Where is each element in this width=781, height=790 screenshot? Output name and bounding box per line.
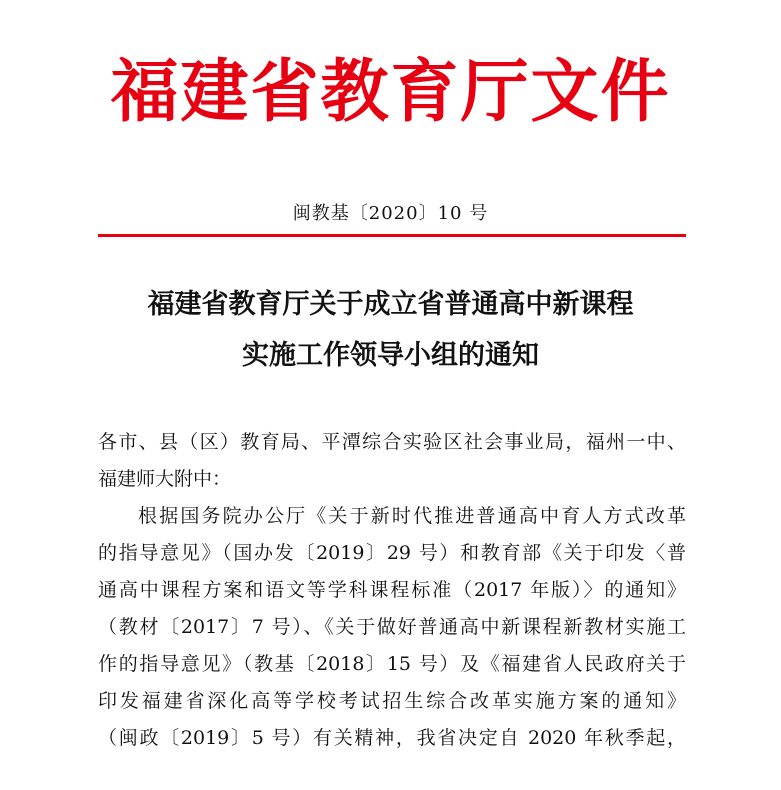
body-line-8: 印发福建省深化高等学校考试招生综合改革实施方案的通知》 — [98, 690, 686, 712]
body-line-addressees-2: 福建师大附中： — [98, 468, 232, 490]
body-line-5: 通高中课程方案和语文等学科课程标准（2017 年版）〉的通知》 — [98, 579, 686, 601]
notice-title-line-1: 福建省教育厅关于成立省普通高中新课程 — [147, 289, 634, 320]
notice-title-line-2: 实施工作领导小组的通知 — [242, 340, 539, 371]
notice-body — [98, 424, 686, 757]
body-line-4: 的指导意见》（国办发〔2019〕29 号）和教育部《关于印发〈普 — [98, 542, 686, 564]
body-line-7: 作的指导意见》（教基〔2018〕15 号）及《福建省人民政府关于 — [98, 653, 686, 675]
document-header-title: 福建省教育厅文件 — [110, 52, 671, 132]
body-line-3: 根据国务院办公厅《关于新时代推进普通高中育人方式改革 — [138, 505, 686, 527]
document-number: 闽教基〔2020〕10 号 — [292, 203, 489, 224]
body-line-9: （闽政〔2019〕5 号）有关精神，我省决定自 2020 年秋季起， — [98, 727, 686, 749]
body-line-addressees-1: 各市、县（区）教育局、平潭综合实验区社会事业局，福州一中、 — [98, 431, 686, 453]
body-line-6: （教材〔2017〕7 号）、《关于做好普通高中新课程新教材实施工 — [98, 616, 686, 638]
red-divider-line — [98, 234, 686, 237]
